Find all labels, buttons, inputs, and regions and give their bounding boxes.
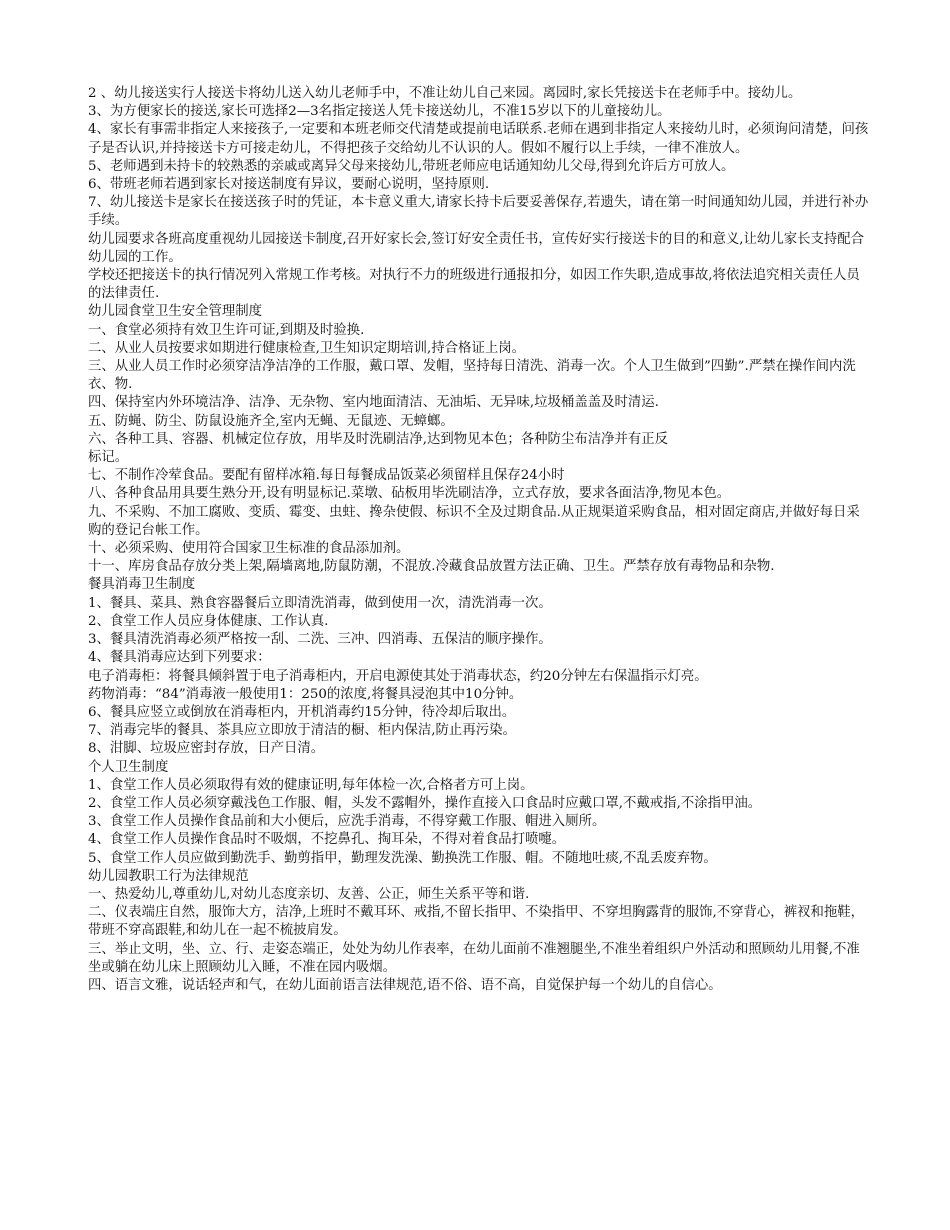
paragraph: 十一、库房食品存放分类上架,隔墙离地,防鼠防潮，不混放.冷藏食品放置方法正确、卫生。严禁存放有毒物品和杂物. bbox=[88, 559, 775, 575]
paragraph: 2、食堂工作人员应身体健康、工作认真. bbox=[88, 613, 329, 629]
paragraph: 电子消毒柜：将餐具倾斜置于电子消毒柜内，开启电源使其处于消毒状态，约20分钟左右保温指示灯亮。 bbox=[88, 668, 708, 684]
paragraph: 1、食堂工作人员必须取得有效的健康证明,每年体检一次,合格者方可上岗。 bbox=[88, 777, 534, 793]
paragraph: 7、消毒完毕的餐具、茶具应立即放于清洁的橱、柜内保洁,防止再污染。 bbox=[88, 723, 516, 739]
paragraph: 一、食堂必须持有效卫生许可证,到期及时验换. bbox=[88, 322, 365, 338]
paragraph: 4、食堂工作人员操作食品时不吸烟，不挖鼻孔、掏耳朵，不得对着食品打喷嚏。 bbox=[88, 832, 566, 848]
document-body bbox=[88, 85, 873, 995]
paragraph: 餐具消毒卫生制度 bbox=[88, 577, 196, 593]
paragraph: 4、家长有事需非指定人来接孩子,一定要和本班老师交代清楚或提前电话联系.老师在遇到非指定人来接幼儿时，必须询问清楚，问孩子是否认识,并持接送卡方可接走幼儿，不得把孩子交给幼儿不认识的人。假如不履行以上手续，一律不准放人。 bbox=[88, 122, 869, 156]
paragraph: 五、防蝇、防尘、防鼠设施齐全,室内无蝇、无鼠迹、无蟑螂。 bbox=[88, 413, 454, 429]
paragraph: 幼儿园教职工行为法律规范 bbox=[88, 868, 249, 884]
paragraph: 3、餐具清洗消毒必须严格按一刮、二洗、三冲、四消毒、五保洁的顺序操作。 bbox=[88, 632, 552, 648]
paragraph: 十、必须采购、使用符合国家卫生标准的食品添加剂。 bbox=[88, 541, 410, 557]
paragraph: 2 、幼儿接送实行人接送卡将幼儿送入幼儿老师手中，不准让幼儿自己来园。离园时,家长凭接送卡在老师手中。接幼儿。 bbox=[88, 86, 802, 101]
paragraph: 学校还把接送卡的执行情况列入常规工作考核。对执行不力的班级进行通报扣分，如因工作失职,造成事故,将依法追究相关责任人员的法律责任. bbox=[88, 268, 860, 302]
paragraph: 6、餐具应竖立或倒放在消毒柜内，开机消毒约15分钟，待冷却后取出。 bbox=[88, 704, 516, 720]
paragraph: 幼儿园要求各班高度重视幼儿园接送卡制度,召开好家长会,签订好安全责任书，宣传好实行接送卡的目的和意义,让幼儿家长支持配合幼儿园的工作。 bbox=[88, 231, 865, 265]
paragraph: 3、食堂工作人员操作食品前和大小便后，应洗手消毒，不得穿戴工作服、帽进入厕所。 bbox=[88, 814, 606, 830]
paragraph: 1、餐具、菜具、熟食容器餐后立即清洗消毒，做到使用一次，清洗消毒一次。 bbox=[88, 595, 552, 611]
paragraph: 标记。 bbox=[88, 450, 129, 466]
paragraph: 5、老师遇到未持卡的较熟悉的亲戚或离异父母来接幼儿,带班老师应电话通知幼儿父母,得到允许后方可放人。 bbox=[88, 158, 735, 174]
paragraph: 7、幼儿接送卡是家长在接送孩子时的凭证，本卡意义重大,请家长持卡后要妥善保存,若遗失，请在第一时间通知幼儿园，并进行补办手续。 bbox=[88, 195, 869, 229]
paragraph: 8、泔脚、垃圾应密封存放，日产日清。 bbox=[88, 741, 325, 757]
paragraph: 4、餐具消毒应达到下列要求： bbox=[88, 650, 271, 666]
paragraph: 幼儿园食堂卫生安全管理制度 bbox=[88, 304, 263, 320]
paragraph: 二、从业人员按要求如期进行健康检查,卫生知识定期培训,持合格证上岗。 bbox=[88, 340, 526, 356]
paragraph: 四、语言文雅，说话轻声和气，在幼儿面前语言法律规范,语不俗、语不高，自觉保护每一个幼儿的自信心。 bbox=[88, 977, 722, 993]
paragraph: 三、从业人员工作时必须穿洁净洁净的工作服，戴口罩、发帽，坚持每日清洗、消毒一次。个人卫生做到”四勤”.严禁在操作间内洗衣、物. bbox=[88, 359, 856, 393]
paragraph: 七、不制作冷荤食品。要配有留样冰箱.每日每餐成品饭菜必须留样且保存24小时 bbox=[88, 468, 565, 484]
paragraph: 6、带班老师若遇到家长对接送制度有异议，要耐心说明，坚持原则. bbox=[88, 177, 490, 193]
paragraph: 个人卫生制度 bbox=[88, 759, 169, 775]
paragraph: 药物消毒：“84”消毒液一般使用1：250的浓度,将餐具浸泡其中10分钟。 bbox=[88, 686, 523, 702]
paragraph: 5、食堂工作人员应做到勤洗手、勤剪指甲，勤理发洗澡、勤换洗工作服、帽。不随地吐痰,不乱丢废弃物。 bbox=[88, 850, 717, 866]
paragraph: 九、不采购、不加工腐败、变质、霉变、虫蛀、搀杂使假、标识不全及过期食品.从正规渠道采购食品，相对固定商店,并做好每日采购的登记台帐工作。 bbox=[88, 504, 860, 538]
paragraph: 三、举止文明，坐、立、行、走姿态端正，处处为幼儿作表率，在幼儿面前不准翘腿坐,不准坐着组织户外活动和照顾幼儿用餐,不准坐或躺在幼儿床上照顾幼儿入睡，不准在园内吸烟。 bbox=[88, 941, 860, 975]
paragraph: 八、各种食品用具要生熟分开,设有明显标记.菜墩、砧板用毕洗刷洁净，立式存放，要求各面洁净,物见本色。 bbox=[88, 486, 731, 502]
paragraph: 3、为方便家长的接送,家长可选择2—3名指定接送人凭卡接送幼儿，不准15岁以下的儿童接幼儿。 bbox=[88, 104, 671, 120]
paragraph: 2、食堂工作人员必须穿戴浅色工作服、帽，头发不露帽外，操作直接入口食品时应戴口罩,不戴戒指,不涂指甲油。 bbox=[88, 795, 762, 811]
paragraph: 四、保持室内外环境洁净、洁净、无杂物、室内地面清洁、无油垢、无异味,垃圾桶盖盖及时清运. bbox=[88, 395, 659, 411]
paragraph: 一、热爱幼儿,尊重幼儿,对幼儿态度亲切、友善、公正，师生关系平等和谐. bbox=[88, 886, 530, 902]
paragraph: 六、各种工具、容器、机械定位存放，用毕及时洗刷洁净,达到物见本色；各种防尘布洁净并有正反 bbox=[88, 431, 669, 447]
paragraph: 二、仪表端庄自然，服饰大方，洁净,上班时不戴耳环、戒指,不留长指甲、不染指甲、不穿坦胸露背的服饰,不穿背心，裤衩和拖鞋，带班不穿高跟鞋,和幼儿在一起不梳披肩发。 bbox=[88, 905, 865, 939]
